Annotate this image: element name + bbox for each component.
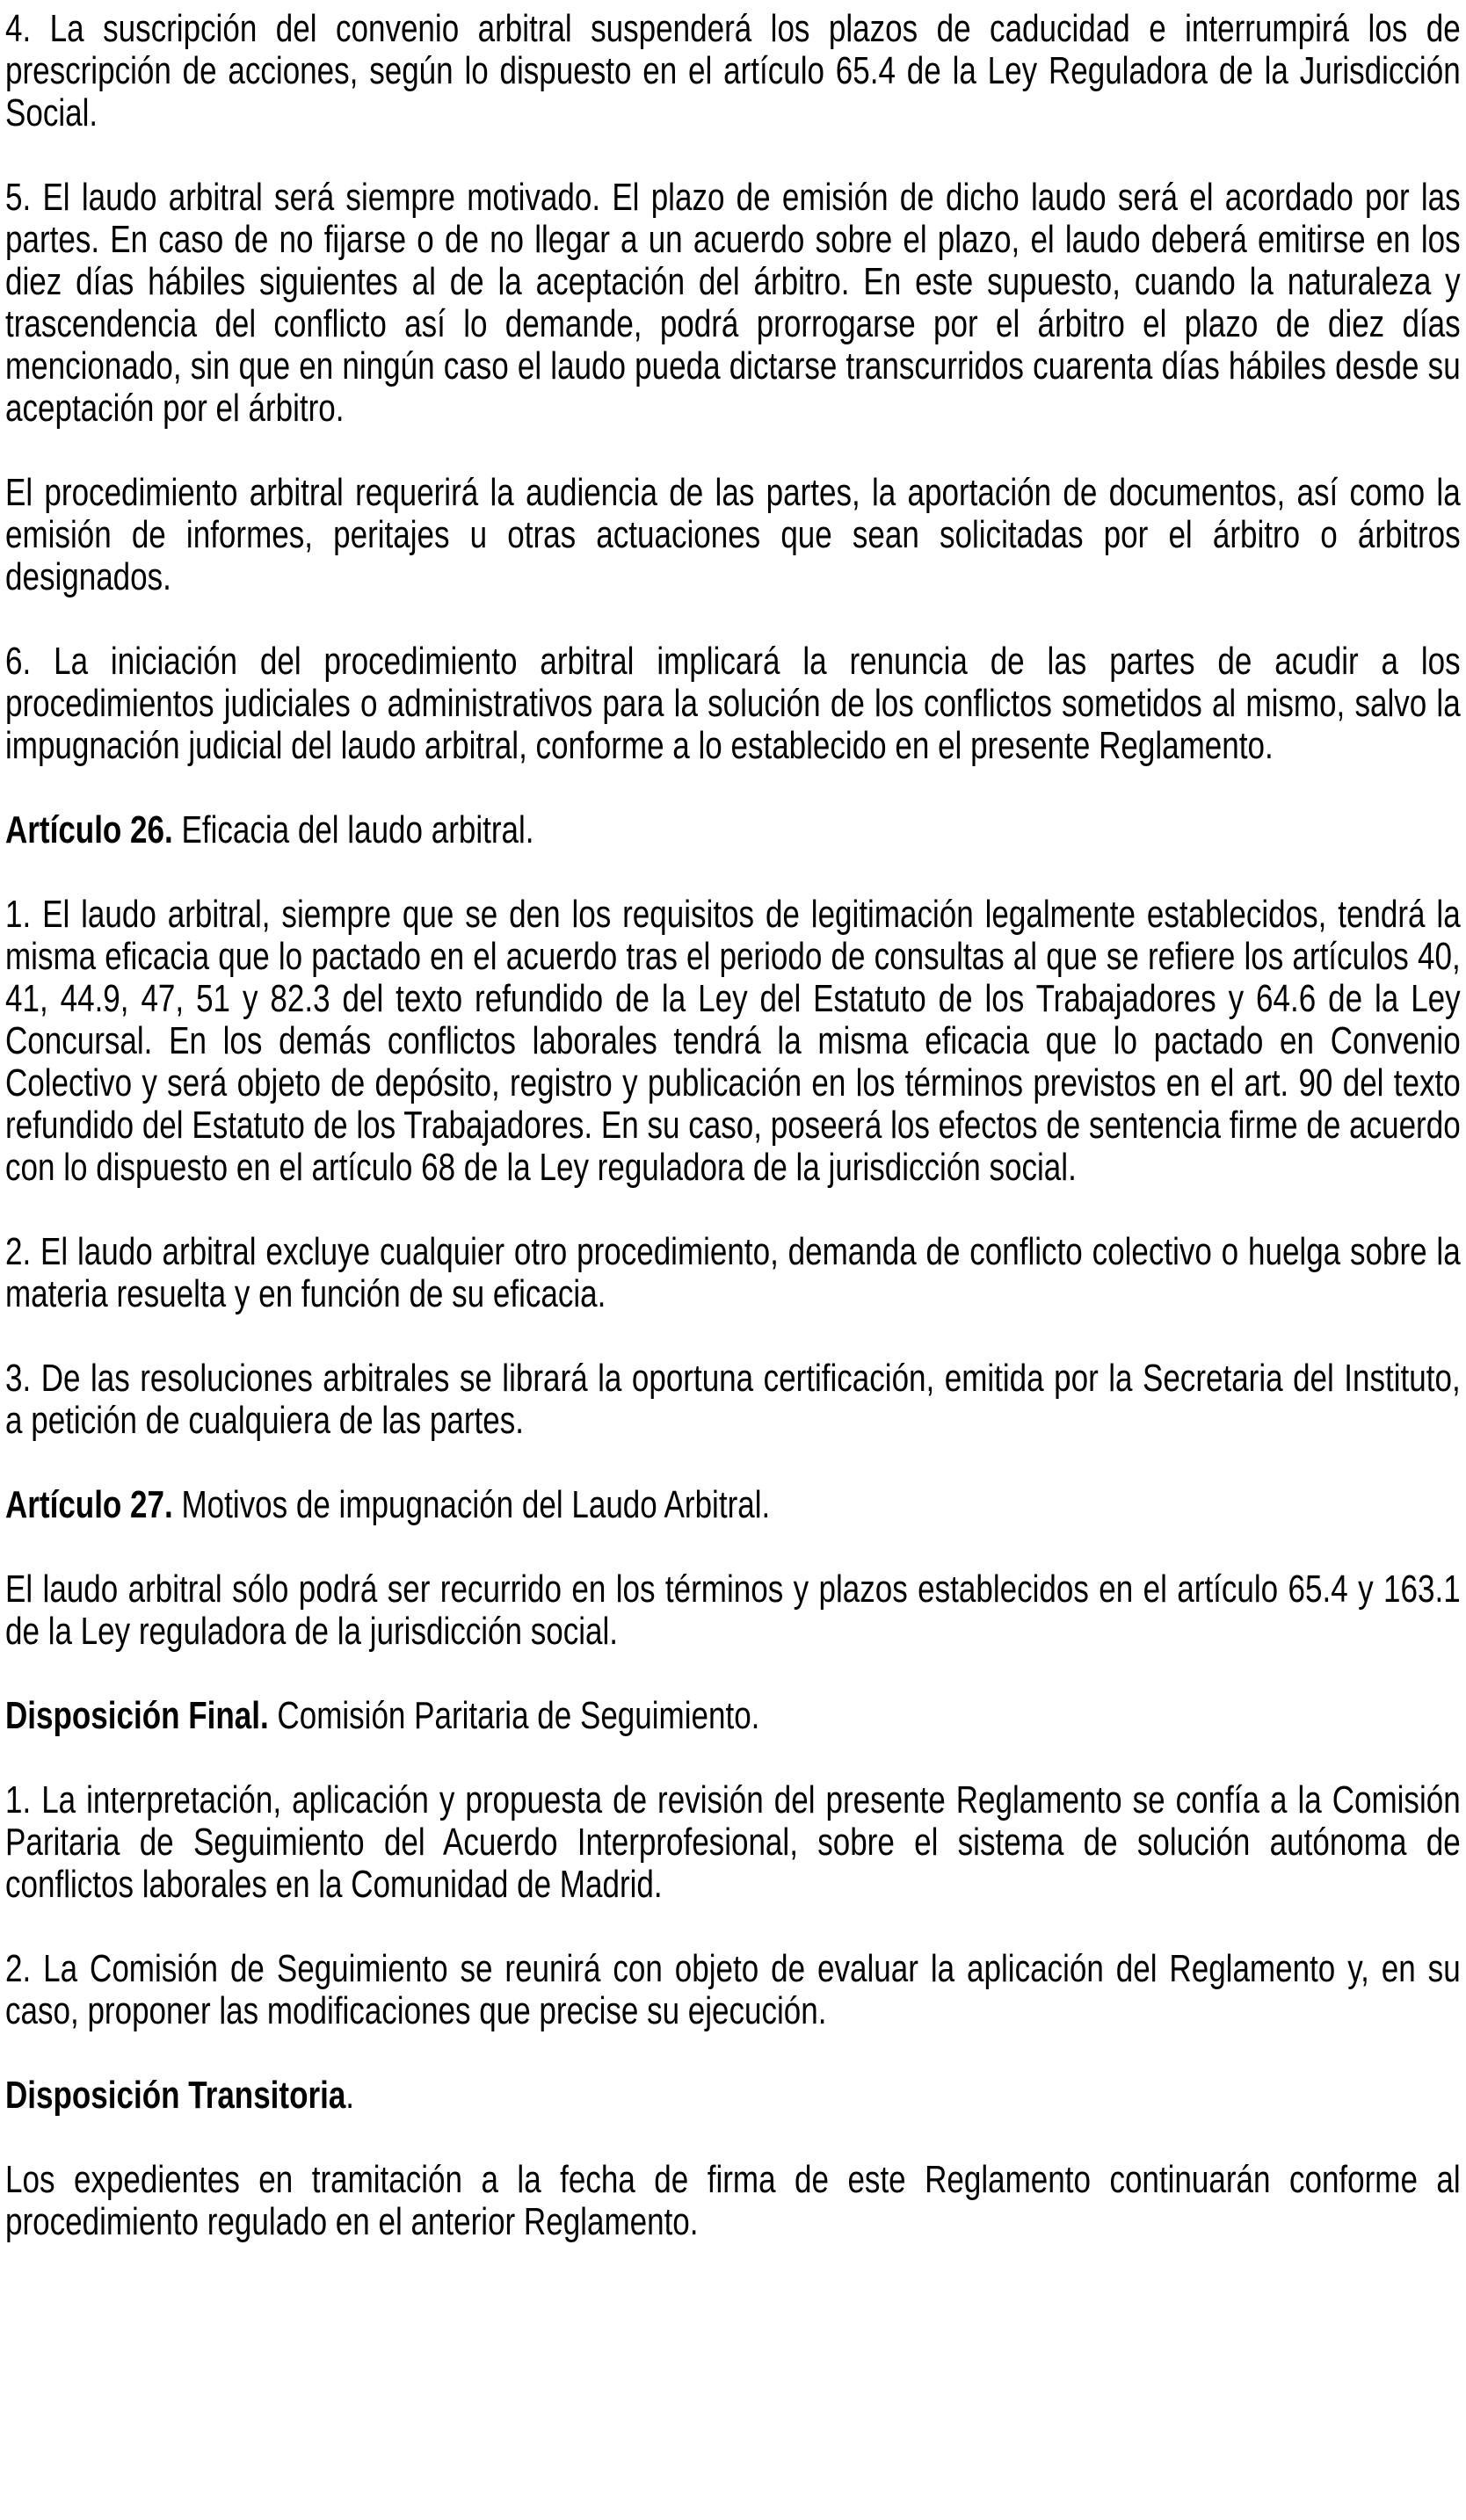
disposicion-final-title: Comisión Paritaria de Seguimiento. (268, 1694, 760, 1737)
document-content (5, 8, 1461, 2285)
paragraph-procedimiento-audiencia: El procedimiento arbitral requerirá la audiencia de las partes, la aportación de documentos, así como la emisión de informes, peritajes u otras actuaciones que sean solicitadas por el árbitro o árbitros designados. (5, 471, 1461, 598)
paragraph-suscripcion-convenio: 4. La suscripción del convenio arbitral suspenderá los plazos de caducidad e interrumpirá los de prescripción de acciones, según lo dispuesto en el artículo 65.4 de la Ley Reguladora de la Jurisdicción Social. (5, 7, 1461, 134)
articulo-27-title: Motivos de impugnación del Laudo Arbitral. (172, 1483, 771, 1526)
paragraph-resoluciones-certificacion: 3. De las resoluciones arbitrales se librará la oportuna certificación, emitida por la Secretaria del Instituto, a petición de cualquiera de las partes. (5, 1357, 1461, 1442)
disposicion-transitoria-period: . (345, 2074, 355, 2117)
paragraph-interpretacion-comision: 1. La interpretación, aplicación y propuesta de revisión del presente Reglamento se confía a la Comisión Paritaria de Seguimiento del Acuerdo Interprofesional, sobre el sistema de solución autónoma de conflictos laborales en la Comunidad de Madrid. (5, 1778, 1461, 1906)
paragraph-comision-reunira: 2. La Comisión de Seguimiento se reunirá con objeto de evaluar la aplicación del Reglamento y, en su caso, proponer las modificaciones que precise su ejecución. (5, 1947, 1461, 2032)
paragraph-laudo-motivado: 5. El laudo arbitral será siempre motivado. El plazo de emisión de dicho laudo será el acordado por las partes. En caso de no fijarse o de no llegar a un acuerdo sobre el plazo, el laudo deberá emitirse en los diez días hábiles siguientes al de la aceptación del árbitro. En este supuesto, cuando la naturaleza y trascendencia del conflicto así lo demande, podrá prorrogarse por el árbitro el plazo de diez días mencionado, sin que en ningún caso el laudo pueda dictarse transcurridos cuarenta días hábiles desde su aceptación por el árbitro. (5, 176, 1461, 430)
paragraph-expedientes-tramitacion: Los expedientes en tramitación a la fecha de firma de este Reglamento continuarán conforme al procedimiento regulado en el anterior Reglamento. (5, 2158, 1461, 2243)
paragraph-iniciacion-renuncia: 6. La iniciación del procedimiento arbitral implicará la renuncia de las partes de acudir a los procedimientos judiciales o administrativos para la solución de los conflictos sometidos al mismo, salvo la impugnación judicial del laudo arbitral, conforme a lo establecido en el presente Reglamento. (5, 640, 1461, 767)
disposicion-final-heading (5, 1695, 1461, 1737)
disposicion-transitoria-label: Disposición Transitoria (5, 2074, 346, 2117)
disposicion-final-label: Disposición Final. (5, 1694, 269, 1737)
articulo-27-number: Artículo 27. (5, 1483, 173, 1526)
paragraph-eficacia-laudo: 1. El laudo arbitral, siempre que se den los requisitos de legitimación legalmente establecidos, tendrá la misma eficacia que lo pactado en el acuerdo tras el periodo de consultas al que se refiere los artículos 40, 41, 44.9, 47, 51 y 82.3 del texto refundido de la Ley del Estatuto de los Trabajadores y 64.6 de la Ley Concursal. En los demás conflictos laborales tendrá la misma eficacia que lo pactado en Convenio Colectivo y será objeto de depósito, registro y publicación en los términos previstos en el art. 90 del texto refundido del Estatuto de los Trabajadores. En su caso, poseerá los efectos de sentencia firme de acuerdo con lo dispuesto en el artículo 68 de la Ley reguladora de la jurisdicción social. (5, 893, 1461, 1189)
articulo-26-heading (5, 809, 1461, 851)
articulo-26-number: Artículo 26. (5, 808, 173, 851)
paragraph-laudo-recurrido: El laudo arbitral sólo podrá ser recurrido en los términos y plazos establecidos en el artículo 65.4 y 163.1 de la Ley reguladora de la jurisdicción social. (5, 1568, 1461, 1653)
disposicion-transitoria-heading (5, 2075, 1461, 2117)
articulo-26-title: Eficacia del laudo arbitral. (172, 808, 534, 851)
articulo-27-heading (5, 1484, 1461, 1526)
paragraph-laudo-excluye: 2. El laudo arbitral excluye cualquier otro procedimiento, demanda de conflicto colectivo o huelga sobre la materia resuelta y en función de su eficacia. (5, 1230, 1461, 1315)
